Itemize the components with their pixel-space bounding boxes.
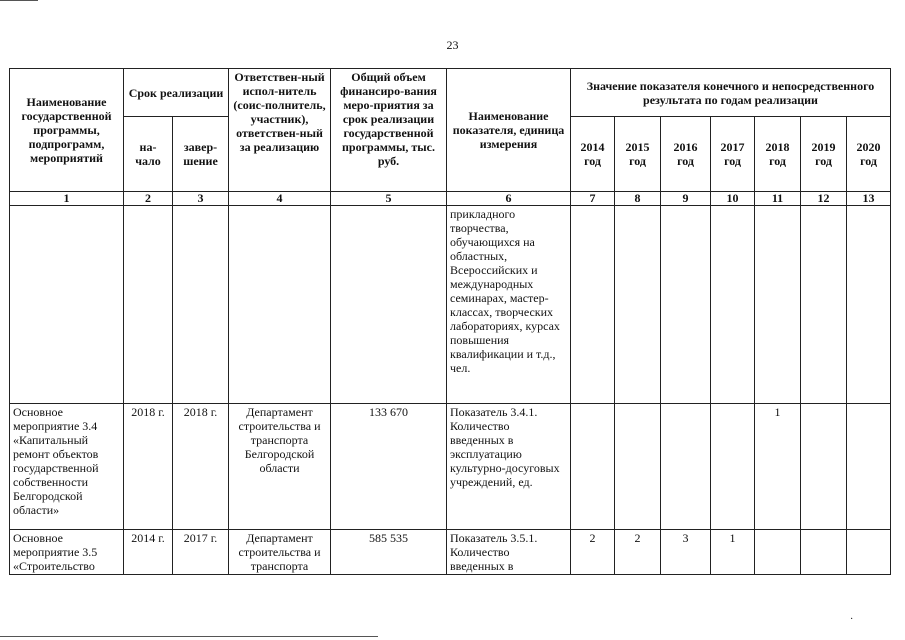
scan-edge-line-bottom — [0, 636, 378, 637]
column-number: 13 — [847, 192, 891, 206]
cell-value-2020 — [847, 206, 891, 404]
cell-start — [124, 206, 173, 404]
column-number: 7 — [571, 192, 615, 206]
column-number: 10 — [711, 192, 755, 206]
cell-funding — [331, 206, 447, 404]
table-row — [10, 404, 891, 530]
column-number: 11 — [755, 192, 801, 206]
cell-value-2019 — [801, 206, 847, 404]
header-responsible: Ответствен-ный испол-нитель (соис-полнитель, участник), ответствен-ный за реализацию — [229, 69, 331, 192]
cell-end: 2017 г. — [173, 530, 229, 575]
header-year-2014: 2014 год — [571, 117, 615, 192]
cell-value-2015 — [615, 206, 661, 404]
cell-value-2019 — [801, 404, 847, 530]
header-year-2018: 2018 год — [755, 117, 801, 192]
cell-value-2015 — [615, 404, 661, 530]
cell-end — [173, 206, 229, 404]
program-table — [9, 68, 891, 575]
column-number: 5 — [331, 192, 447, 206]
table-row — [10, 206, 891, 404]
column-number: 4 — [229, 192, 331, 206]
header-row-1 — [10, 69, 891, 117]
page-number: 23 — [446, 38, 459, 52]
cell-value-2017: 1 — [711, 530, 755, 575]
cell-value-2017 — [711, 206, 755, 404]
table-row — [10, 530, 891, 575]
cell-value-2015: 2 — [615, 530, 661, 575]
header-funding: Общий объем финансиро-вания меро-приятия за срок реализации государственной программы, тыс. руб. — [331, 69, 447, 192]
header-term: Срок реализации — [124, 69, 229, 117]
header-year-2019: 2019 год — [801, 117, 847, 192]
scan-edge-line-top — [0, 0, 38, 1]
header-year-2020: 2020 год — [847, 117, 891, 192]
header-year-2015: 2015 год — [615, 117, 661, 192]
cell-value-2017 — [711, 404, 755, 530]
cell-value-2018 — [755, 530, 801, 575]
column-number-row — [10, 192, 891, 206]
cell-funding: 133 670 — [331, 404, 447, 530]
cell-value-2016: 3 — [661, 530, 711, 575]
cell-funding: 585 535 — [331, 530, 447, 575]
column-number: 2 — [124, 192, 173, 206]
column-number: 3 — [173, 192, 229, 206]
cell-value-2016 — [661, 206, 711, 404]
cell-end: 2018 г. — [173, 404, 229, 530]
cell-program-name: Основное мероприятие 3.4 «Капитальный ремонт объектов государственной собственности Белгородской области» — [10, 404, 124, 530]
header-start: на-чало — [124, 117, 173, 192]
cell-start: 2018 г. — [124, 404, 173, 530]
cell-responsible: Департамент строительства и транспорта — [229, 530, 331, 575]
cell-value-2014: 2 — [571, 530, 615, 575]
cell-indicator: Показатель 3.4.1. Количество введенных в эксплуатацию культурно-досуговых учреждений, ед. — [447, 404, 571, 530]
cell-responsible: Департамент строительства и транспорта Белгородской области — [229, 404, 331, 530]
cell-program-name: Основное мероприятие 3.5 «Строительство — [10, 530, 124, 575]
cell-value-2018 — [755, 206, 801, 404]
header-program-name: Наименование государственной программы, подпрограмм, мероприятий — [10, 69, 124, 192]
column-number: 8 — [615, 192, 661, 206]
cell-value-2016 — [661, 404, 711, 530]
header-year-2017: 2017 год — [711, 117, 755, 192]
column-number: 9 — [661, 192, 711, 206]
cell-indicator: прикладного творчества, обучающихся на областных, Всероссийских и международных семинарах, мастер-классах, творческих лабораториях, курсах повышения квалификации и т.д., чел. — [447, 206, 571, 404]
cell-responsible — [229, 206, 331, 404]
cell-value-2018: 1 — [755, 404, 801, 530]
cell-value-2019 — [801, 530, 847, 575]
header-year-2016: 2016 год — [661, 117, 711, 192]
cell-value-2020 — [847, 530, 891, 575]
cell-value-2020 — [847, 404, 891, 530]
column-number: 6 — [447, 192, 571, 206]
cell-value-2014 — [571, 206, 615, 404]
cell-program-name — [10, 206, 124, 404]
header-values-by-year: Значение показателя конечного и непосредственного результата по годам реализации — [571, 69, 891, 117]
column-number: 1 — [10, 192, 124, 206]
cell-indicator: Показатель 3.5.1. Количество введенных в — [447, 530, 571, 575]
cell-value-2014 — [571, 404, 615, 530]
scan-speck: · — [850, 614, 854, 625]
column-number: 12 — [801, 192, 847, 206]
header-end: завер-шение — [173, 117, 229, 192]
header-indicator: Наименование показателя, единица измерения — [447, 69, 571, 192]
cell-start: 2014 г. — [124, 530, 173, 575]
